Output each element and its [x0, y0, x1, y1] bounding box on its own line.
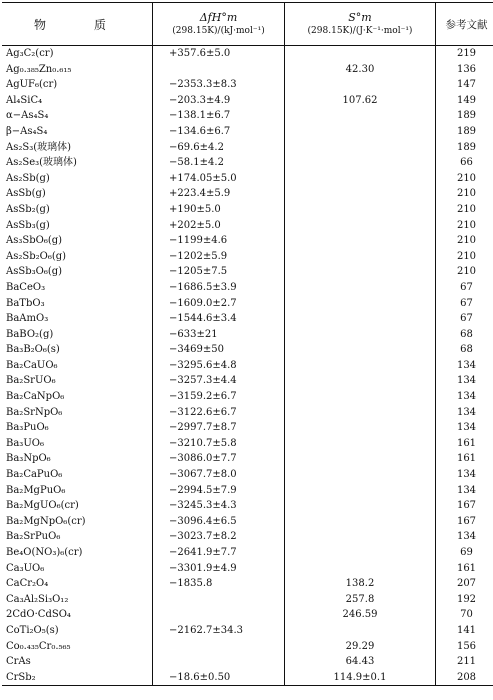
cell-substance: Ba₂SrNpO₆ — [6, 406, 63, 418]
cell-substance: BaAmO₃ — [6, 313, 49, 325]
cell-entropy — [285, 186, 436, 202]
cell-reference: 141 — [436, 623, 493, 639]
cell-enthalpy: −633±21 — [153, 327, 285, 343]
cell-reference: 68 — [436, 327, 493, 343]
cell-enthalpy: −3301.9±4.9 — [153, 561, 285, 577]
cell-substance: CaCr₂O₄ — [6, 578, 49, 590]
cell-reference: 161 — [436, 436, 493, 452]
enthalpy-symbol: ΔfH°m — [199, 11, 238, 24]
cell-enthalpy: −3257.3±4.4 — [153, 373, 285, 389]
cell-reference: 134 — [436, 420, 493, 436]
col-header-entropy — [285, 3, 436, 46]
cell-entropy: 246.59 — [285, 607, 436, 623]
cell-enthalpy: −58.1±4.2 — [153, 155, 285, 171]
cell-enthalpy: −3210.7±5.8 — [153, 436, 285, 452]
cell-enthalpy: +202±5.0 — [153, 218, 285, 234]
cell-reference: 210 — [436, 264, 493, 280]
cell-reference: 156 — [436, 639, 493, 655]
cell-entropy — [285, 358, 436, 374]
cell-enthalpy — [153, 607, 285, 623]
thermo-data-table — [2, 2, 493, 686]
cell-reference: 219 — [436, 46, 493, 62]
cell-enthalpy: −203.3±4.9 — [153, 93, 285, 109]
cell-reference: 147 — [436, 77, 493, 93]
cell-enthalpy: −2162.7±34.3 — [153, 623, 285, 639]
cell-substance: AsSb₃(g) — [6, 219, 50, 231]
table-row — [2, 155, 493, 171]
cell-reference: 136 — [436, 62, 493, 78]
cell-reference: 192 — [436, 592, 493, 608]
table-row — [2, 233, 493, 249]
entropy-symbol: S°m — [348, 11, 372, 24]
cell-reference: 69 — [436, 545, 493, 561]
cell-substance: Ca₃Al₂Si₃O₁₂ — [6, 593, 69, 605]
cell-entropy — [285, 124, 436, 140]
cell-entropy — [285, 311, 436, 327]
cell-reference: 134 — [436, 467, 493, 483]
table-row — [2, 296, 493, 312]
cell-enthalpy: −2641.9±7.7 — [153, 545, 285, 561]
cell-substance: BaCeO₃ — [6, 281, 46, 293]
table-row — [2, 46, 493, 62]
cell-entropy — [285, 623, 436, 639]
cell-enthalpy: −134.6±6.7 — [153, 124, 285, 140]
cell-enthalpy: −3086.0±7.7 — [153, 451, 285, 467]
cell-substance: AsSb(g) — [6, 188, 46, 200]
cell-reference: 68 — [436, 342, 493, 358]
cell-reference: 189 — [436, 140, 493, 156]
cell-entropy — [285, 46, 436, 62]
cell-reference: 67 — [436, 311, 493, 327]
cell-entropy — [285, 420, 436, 436]
cell-enthalpy: −1202±5.9 — [153, 249, 285, 265]
table-row — [2, 623, 493, 639]
cell-substance: Ba₂CaPuO₆ — [6, 469, 63, 481]
table-row — [2, 264, 493, 280]
cell-entropy: 138.2 — [285, 576, 436, 592]
table-row — [2, 529, 493, 545]
cell-reference: 207 — [436, 576, 493, 592]
table-row — [2, 218, 493, 234]
cell-substance: Ba₂MgUO₆(cr) — [6, 500, 79, 512]
table-row — [2, 249, 493, 265]
cell-reference: 67 — [436, 296, 493, 312]
table-row — [2, 576, 493, 592]
col-header-reference: 参考文献 — [436, 3, 493, 46]
table-row — [2, 467, 493, 483]
cell-enthalpy: −3122.6±6.7 — [153, 405, 285, 421]
cell-substance: AsSb₂(g) — [6, 203, 50, 215]
cell-entropy — [285, 498, 436, 514]
cell-reference: 167 — [436, 514, 493, 530]
cell-enthalpy — [153, 592, 285, 608]
cell-entropy — [285, 561, 436, 577]
cell-entropy — [285, 140, 436, 156]
cell-entropy — [285, 280, 436, 296]
cell-reference: 134 — [436, 358, 493, 374]
cell-enthalpy: −3469±50 — [153, 342, 285, 358]
col-header-substance: 物 质 — [2, 3, 153, 46]
cell-enthalpy: −1544.6±3.4 — [153, 311, 285, 327]
cell-enthalpy: −3023.7±8.2 — [153, 529, 285, 545]
cell-substance: Ba₂CaNpO₆ — [6, 391, 65, 403]
cell-enthalpy: −3159.2±6.7 — [153, 389, 285, 405]
cell-enthalpy: −18.6±0.50 — [153, 670, 285, 686]
table-row — [2, 451, 493, 467]
cell-enthalpy: −2994.5±7.9 — [153, 483, 285, 499]
cell-enthalpy: −3245.3±4.3 — [153, 498, 285, 514]
table-row — [2, 327, 493, 343]
cell-substance: AsSb₃O₆(g) — [6, 266, 63, 278]
table-row — [2, 670, 493, 686]
cell-substance: Ba₂SrPuO₆ — [6, 531, 61, 543]
cell-entropy — [285, 155, 436, 171]
cell-enthalpy: −1835.8 — [153, 576, 285, 592]
table-row — [2, 654, 493, 670]
table-row — [2, 358, 493, 374]
table-row — [2, 93, 493, 109]
cell-reference: 189 — [436, 124, 493, 140]
table-row — [2, 186, 493, 202]
cell-substance: AgUF₆(cr) — [6, 79, 58, 91]
cell-entropy: 29.29 — [285, 639, 436, 655]
cell-entropy — [285, 405, 436, 421]
col-header-enthalpy — [153, 3, 285, 46]
cell-reference: 134 — [436, 405, 493, 421]
cell-substance: Ba₂MgPuO₆ — [6, 484, 66, 496]
table-row — [2, 171, 493, 187]
cell-entropy — [285, 483, 436, 499]
cell-entropy: 42.30 — [285, 62, 436, 78]
cell-reference: 210 — [436, 202, 493, 218]
cell-entropy — [285, 108, 436, 124]
cell-enthalpy: +190±5.0 — [153, 202, 285, 218]
cell-reference: 210 — [436, 186, 493, 202]
header-row — [2, 3, 493, 46]
cell-substance: Ba₃PuO₆ — [6, 422, 49, 434]
cell-enthalpy — [153, 62, 285, 78]
cell-substance: Ca₃UO₆ — [6, 562, 45, 574]
cell-substance: 2CdO·CdSO₄ — [6, 609, 71, 621]
cell-entropy — [285, 436, 436, 452]
cell-substance: CrAs — [6, 656, 31, 668]
cell-entropy — [285, 451, 436, 467]
table-row — [2, 311, 493, 327]
cell-entropy — [285, 249, 436, 265]
cell-reference: 161 — [436, 451, 493, 467]
table-row — [2, 483, 493, 499]
cell-substance: As₃SbO₆(g) — [6, 235, 63, 247]
cell-substance: α−As₄S₄ — [6, 110, 49, 122]
cell-enthalpy: +223.4±5.9 — [153, 186, 285, 202]
cell-entropy — [285, 389, 436, 405]
cell-entropy — [285, 373, 436, 389]
cell-substance: As₂S₃(玻璃体) — [6, 141, 72, 153]
cell-reference: 134 — [436, 389, 493, 405]
cell-enthalpy: +357.6±5.0 — [153, 46, 285, 62]
cell-entropy — [285, 296, 436, 312]
cell-enthalpy: −2353.3±8.3 — [153, 77, 285, 93]
cell-substance: Ba₃UO₆ — [6, 437, 44, 449]
cell-substance: BaTbO₃ — [6, 297, 45, 309]
cell-entropy — [285, 467, 436, 483]
table-row — [2, 639, 493, 655]
table-row — [2, 202, 493, 218]
table-row — [2, 140, 493, 156]
table-row — [2, 280, 493, 296]
table-row — [2, 62, 493, 78]
cell-enthalpy: −1609.0±2.7 — [153, 296, 285, 312]
cell-substance: As₂Sb₂O₆(g) — [6, 250, 67, 262]
table-row — [2, 436, 493, 452]
cell-reference: 67 — [436, 280, 493, 296]
cell-entropy — [285, 545, 436, 561]
cell-reference: 134 — [436, 483, 493, 499]
cell-reference: 210 — [436, 171, 493, 187]
cell-reference: 210 — [436, 249, 493, 265]
cell-substance: Ag₀.₃₈₅Zn₀.₆₁₅ — [6, 63, 72, 75]
cell-substance: As₂Sb(g) — [6, 172, 50, 184]
cell-enthalpy: −1686.5±3.9 — [153, 280, 285, 296]
table-row — [2, 373, 493, 389]
cell-reference: 167 — [436, 498, 493, 514]
cell-entropy: 107.62 — [285, 93, 436, 109]
cell-substance: CoTi₂O₅(s) — [6, 624, 59, 636]
cell-entropy — [285, 342, 436, 358]
cell-reference: 70 — [436, 607, 493, 623]
cell-enthalpy: −2997.7±8.7 — [153, 420, 285, 436]
cell-entropy — [285, 529, 436, 545]
cell-reference: 149 — [436, 93, 493, 109]
cell-reference: 189 — [436, 108, 493, 124]
cell-substance: Ba₂MgNpO₆(cr) — [6, 515, 86, 527]
cell-entropy — [285, 171, 436, 187]
cell-entropy — [285, 233, 436, 249]
table-row — [2, 420, 493, 436]
cell-reference: 134 — [436, 529, 493, 545]
cell-substance: As₂Se₃(玻璃体) — [6, 157, 77, 169]
table-row — [2, 545, 493, 561]
table-row — [2, 77, 493, 93]
cell-reference: 134 — [436, 373, 493, 389]
table-row — [2, 108, 493, 124]
cell-enthalpy: −1205±7.5 — [153, 264, 285, 280]
cell-entropy — [285, 264, 436, 280]
table-row — [2, 561, 493, 577]
cell-substance: β−As₄S₄ — [6, 125, 48, 137]
cell-reference: 208 — [436, 670, 493, 686]
enthalpy-unit: (298.15K)/(kJ·mol⁻¹) — [172, 26, 265, 36]
cell-enthalpy: −3096.4±6.5 — [153, 514, 285, 530]
cell-substance: Ba₃B₂O₆(s) — [6, 344, 60, 356]
cell-substance: Al₄SiC₄ — [6, 94, 43, 106]
cell-substance: Be₄O(NO₃)₆(cr) — [6, 547, 83, 558]
cell-substance: Ba₃NpO₆ — [6, 453, 51, 465]
table-row — [2, 514, 493, 530]
cell-entropy — [285, 327, 436, 343]
cell-entropy: 114.9±0.1 — [285, 670, 436, 686]
cell-substance: Ba₂SrUO₆ — [6, 375, 56, 387]
cell-entropy: 64.43 — [285, 654, 436, 670]
cell-entropy — [285, 218, 436, 234]
cell-substance: Ag₃C₂(cr) — [6, 48, 54, 59]
cell-enthalpy: −138.1±6.7 — [153, 108, 285, 124]
cell-enthalpy: +174.05±5.0 — [153, 171, 285, 187]
table-row — [2, 592, 493, 608]
cell-enthalpy — [153, 639, 285, 655]
table-row — [2, 389, 493, 405]
cell-entropy — [285, 514, 436, 530]
cell-substance: CrSb₂ — [2, 670, 153, 686]
cell-substance: Ba₂CaUO₆ — [6, 359, 58, 371]
cell-entropy: 257.8 — [285, 592, 436, 608]
cell-reference: 66 — [436, 155, 493, 171]
cell-enthalpy: −3067.7±8.0 — [153, 467, 285, 483]
table-row — [2, 498, 493, 514]
cell-enthalpy — [153, 654, 285, 670]
cell-enthalpy: −1199±4.6 — [153, 233, 285, 249]
cell-entropy — [285, 77, 436, 93]
table-row — [2, 405, 493, 421]
entropy-unit: (298.15K)/(J·K⁻¹·mol⁻¹) — [307, 26, 413, 36]
cell-substance: BaBO₂(g) — [6, 328, 54, 340]
table-row — [2, 342, 493, 358]
cell-enthalpy: −3295.6±4.8 — [153, 358, 285, 374]
table-row — [2, 607, 493, 623]
cell-enthalpy: −69.6±4.2 — [153, 140, 285, 156]
table-body — [2, 46, 493, 686]
table-row — [2, 124, 493, 140]
cell-reference: 161 — [436, 561, 493, 577]
cell-reference: 210 — [436, 218, 493, 234]
cell-substance: Co₀.₄₃₅Cr₀.₅₆₅ — [6, 640, 71, 652]
cell-entropy — [285, 202, 436, 218]
cell-reference: 211 — [436, 654, 493, 670]
cell-reference: 210 — [436, 233, 493, 249]
